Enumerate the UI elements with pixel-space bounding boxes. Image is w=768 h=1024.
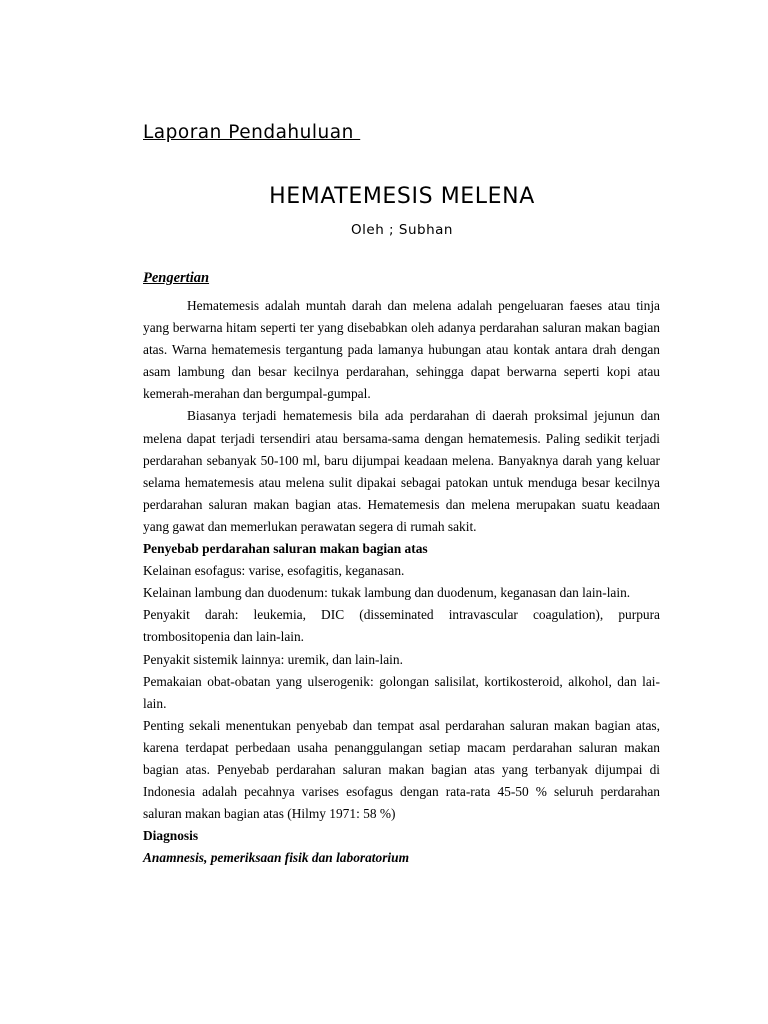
diagnosis-subheading: Anamnesis, pemeriksaan fisik dan laboratorium xyxy=(143,850,410,866)
pengertian-paragraph-2: Biasanya terjadi hematemesis bila ada perdarahan di daerah proksimal jejunun dan melena dapat terjadi tersendiri atau bersama-sama dengan hematemesis. Paling sedikit terjadi perdarahan sebanyak 50-100 ml, baru dijumpai keadaan melena. Banyaknya darah yang keluar selama hematemesis atau melena sulit dipakai sebagai patokan untuk menduga besar kecilnya perdarahan saluran makan bagian atas. Hematemesis dan melena merupakan suatu keadaan yang gawat dan memerlukan perawatan segera di rumah sakit. xyxy=(143,408,660,534)
section-heading-pengertian: Pengertian xyxy=(143,270,210,286)
section-heading-penyebab: Penyebab perdarahan saluran makan bagian atas xyxy=(143,541,428,557)
document-title: HEMATEMESIS MELENA xyxy=(269,184,535,209)
pengertian-paragraph-1: Hematemesis adalah muntah darah dan melena adalah pengeluaran faeses atau tinja yang berwarna hitam seperti ter yang disebabkan oleh adanya perdarahan saluran makan bagian atas. Warna hematemesis tergantung pada lamanya hubungan atau kontak antara drah dengan asam lambung dan besar kecilnya perdarahan, sehingga dapat berwarna seperti kopi atau kemerah-merahan dan bergumpal-gumpal. xyxy=(143,298,660,402)
penyebab-item: Kelainan lambung dan duodenum: tukak lambung dan duodenum, keganasan dan lain-lain. xyxy=(143,585,631,601)
penyebab-item: Kelainan esofagus: varise, esofagitis, keganasan. xyxy=(143,563,405,579)
document-author: Oleh ; Subhan xyxy=(351,222,453,238)
penting-paragraph: Penting sekali menentukan penyebab dan tempat asal perdarahan saluran makan bagian atas, karena terdapat perbedaan usaha penanggulangan setiap macam perdarahan saluran makan bagian atas. Penyebab perdarahan saluran makan bagian atas yang terbanyak dijumpai di Indonesia adalah pecahnya varises esofagus dengan rata-rata 45-50 % seluruh perdarahan saluran makan bagian atas (Hilmy 1971: 58 %) xyxy=(143,717,660,822)
penyebab-item: Pemakaian obat-obatan yang ulserogenik: golongan salisilat, kortikosteroid, alkohol, dan lai-lain. xyxy=(143,673,660,711)
document-body xyxy=(143,268,660,869)
penyebab-item: Penyakit darah: leukemia, DIC (disseminated intravascular coagulation), purpura trombositopenia dan lain-lain. xyxy=(143,607,660,645)
document-label: Laporan Pendahuluan xyxy=(143,122,361,143)
section-heading-diagnosis: Diagnosis xyxy=(143,828,199,844)
penyebab-item: Penyakit sistemik lainnya: uremik, dan lain-lain. xyxy=(143,651,403,667)
